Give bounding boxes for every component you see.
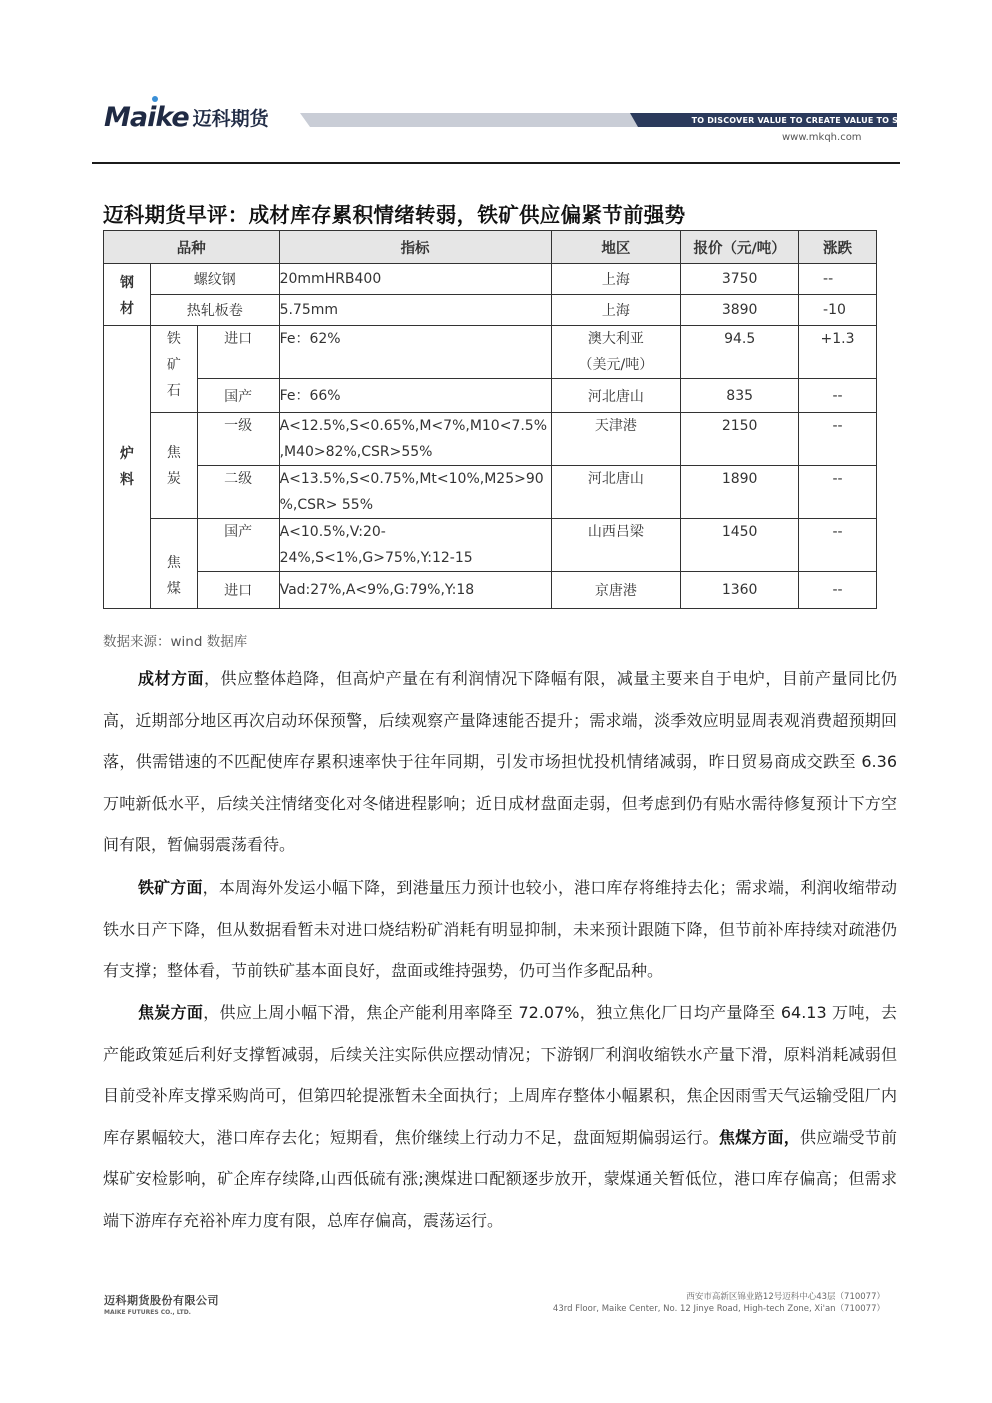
row-price: 3890 [681, 295, 799, 326]
table-row [104, 295, 877, 326]
text-steel: ，供应整体趋降，但高炉产量在有利润情况下降幅有限，减量主要来自于电炉，目前产量同比仍高，近期部分地区再次启动环保预警，后续观察产量降速能否提升；需求端，淡季效应明显周表观消费超预期回落，供需错速的不匹配使库存累积速率快于往年同期，引发市场担忧投机情绪减弱，昨日贸易商成交跌至 6.36 万吨新低水平，后续关注情绪变化对冬储进程影响；近日成材盘面走弱，但考虑到仍有贴水需待修复预计下方空间有限，暂偏弱震荡看待。 [103, 669, 897, 855]
table-row [104, 519, 877, 572]
text-iron-ore: ，本周海外发运小幅下降，到港量压力预计也较小，港口库存将维持去化；需求端，利润收缩带动铁水日产下降，但从数据看暂未对进口烧结粉矿消耗有明显抑制，未来预计跟随下降，但节前补库持续对疏港仍有支撑；整体看，节前铁矿基本面良好，盘面或维持强势，仍可当作多配品种。 [103, 878, 897, 981]
table-row [104, 572, 877, 609]
table-row [104, 466, 877, 519]
row-spec: 20mmHRB400 [279, 264, 551, 295]
table-row [104, 264, 877, 295]
row-change: -- [799, 466, 877, 519]
row-region: 上海 [551, 295, 681, 326]
row-change: -10 [799, 295, 877, 326]
row-price: 3750 [681, 264, 799, 295]
footer-address-en: 43rd Floor, Maike Center, No. 12 Jinye Road, High-tech Zone, Xi'an（710077） [552, 1304, 885, 1314]
data-source: 数据来源：wind 数据库 [103, 634, 248, 650]
lead-coking-coal: 焦煤方面， [718, 1127, 800, 1147]
row-spec: Vad:27%,A<9%,G:79%,Y:18 [279, 572, 551, 609]
row-region: 上海 [551, 264, 681, 295]
row-name: 一级 [197, 413, 279, 466]
footer-company [104, 1292, 219, 1316]
row-region: 天津港 [551, 413, 681, 466]
lead-coke: 焦炭方面 [138, 1003, 204, 1022]
group-furnace: 炉 料 [104, 326, 151, 609]
row-spec: 5.75mm [279, 295, 551, 326]
group-steel: 钢 材 [104, 264, 151, 326]
header-divider [92, 162, 900, 164]
footer-address [553, 1291, 885, 1315]
header-spec: 指标 [279, 231, 551, 264]
sub-coking-coal: 焦 煤 [150, 519, 197, 609]
header-region: 地区 [551, 231, 681, 264]
paragraph-coke [103, 992, 897, 1242]
table-row [104, 413, 877, 466]
lead-iron-ore: 铁矿方面 [138, 878, 203, 897]
text-coke: ，供应上周小幅下滑，焦企产能利用率降至 72.07%，独立焦化厂日均产量降至 64.13 万吨，去产能政策延后利好支撑暂减弱，后续关注实际供应摆动情况；下游钢厂利润收缩铁水产量下滑，原料消耗减弱但目前受补库支撑采购尚可，但第四轮提涨暂未全面执行；上周库存整体小幅累积，焦企因雨雪天气运输受阻厂内库存累幅较大，港口库存去化；短期看，焦价继续上行动力不足，盘面短期偏弱运行。 [103, 1003, 897, 1147]
row-name: 螺纹钢 [150, 264, 279, 295]
row-change: -- [799, 379, 877, 413]
row-name: 国产 [197, 519, 279, 572]
row-price: 1360 [681, 572, 799, 609]
row-name: 进口 [197, 326, 279, 379]
row-name: 二级 [197, 466, 279, 519]
row-price: 835 [681, 379, 799, 413]
header-variety: 品种 [104, 231, 280, 264]
row-spec: A<13.5%,S<0.75%,Mt<10%,M25>90 %,CSR> 55% [279, 466, 551, 519]
row-change: +1.3 [799, 326, 877, 379]
row-price: 2150 [681, 413, 799, 466]
slogan-text: TO DISCOVER VALUE TO CREATE VALUE TO SHARE VALUE [691, 116, 956, 125]
page-title: 迈科期货早评：成材库存累积情绪转弱，铁矿供应偏紧节前强势 [103, 203, 686, 227]
row-region: 河北唐山 [551, 466, 681, 519]
row-name: 进口 [197, 572, 279, 609]
row-change: -- [799, 572, 877, 609]
row-name: 热轧板卷 [150, 295, 279, 326]
row-spec: A<10.5%,V:20- 24%,S<1%,G>75%,Y:12-15 [279, 519, 551, 572]
sub-coke: 焦 炭 [150, 413, 197, 519]
table-row [104, 326, 877, 379]
row-spec: Fe：66% [279, 379, 551, 413]
row-region: 澳大利亚 （美元/吨） [551, 326, 681, 379]
table-row [104, 379, 877, 413]
row-price: 1890 [681, 466, 799, 519]
footer-company-cn: 迈科期货股份有限公司 [104, 1294, 219, 1307]
lead-steel: 成材方面 [138, 669, 205, 688]
row-name: 国产 [197, 379, 279, 413]
row-change: -- [799, 264, 877, 295]
website-link[interactable]: www.mkqh.com [782, 132, 862, 143]
row-price: 94.5 [681, 326, 799, 379]
row-region: 山西吕梁 [551, 519, 681, 572]
header-price: 报价（元/吨） [681, 231, 799, 264]
footer-company-en: MAIKE FUTURES CO., LTD. [104, 1309, 191, 1316]
paragraph-iron-ore [103, 867, 897, 992]
logo-latin: Maike [104, 102, 189, 133]
header-change: 涨跌 [799, 231, 877, 264]
price-table [103, 230, 877, 609]
row-change: -- [799, 519, 877, 572]
logo-cn: 迈科期货 [192, 108, 269, 130]
sub-iron-ore: 铁 矿 石 [150, 326, 197, 413]
row-price: 1450 [681, 519, 799, 572]
footer-address-cn: 西安市高新区锦业路12号迈科中心43层（710077） [686, 1292, 885, 1302]
company-logo [104, 102, 269, 132]
paragraph-steel [103, 658, 897, 866]
text-coking-coal: 供应端受节前煤矿安检影响，矿企库存续降,山西低硫有涨;澳煤进口配额逐步放开，蒙煤通关暂低位，港口库存偏高；但需求端下游库存充裕补库力度有限，总库存偏高，震荡运行。 [103, 1127, 897, 1230]
row-change: -- [799, 413, 877, 466]
row-spec: A<12.5%,S<0.65%,M<7%,M10<7.5% ,M40>82%,CSR>55% [279, 413, 551, 466]
table-header-row [104, 231, 877, 264]
row-region: 京唐港 [551, 572, 681, 609]
row-spec: Fe：62% [279, 326, 551, 379]
logo-dot-icon [152, 96, 158, 102]
row-region: 河北唐山 [551, 379, 681, 413]
